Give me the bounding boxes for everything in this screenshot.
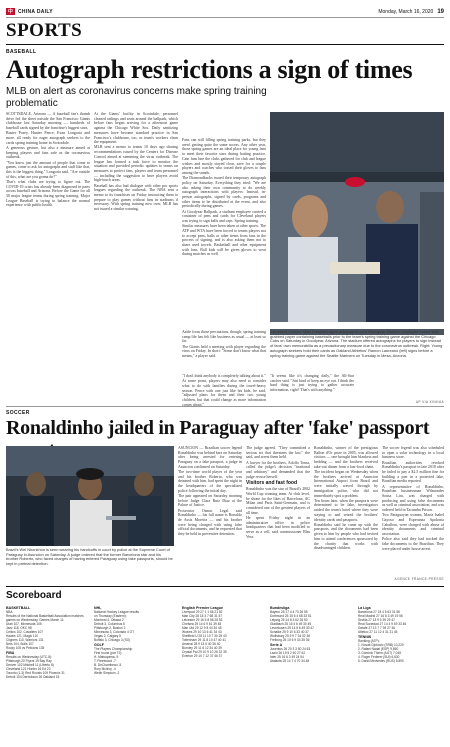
score-heading: TENNIS	[358, 635, 372, 639]
score-line: games on Wednesday, Games March 11:	[6, 617, 65, 622]
score-line: Schalke 25 9 10 6 33 40 37	[270, 629, 309, 634]
paragraph: "I don't think anybody is completely talking about it."	[182, 374, 266, 378]
paragraph: "It seems like it's changing daily," the All-Star catcher said. "Just kind of keep an eye out. I think the hard thing is just trying to gather accurate information, right? That's with anything."	[270, 374, 354, 393]
paragraph: SCOTTSDALE, Arizona — A baseball fan's thumb drive fed the sheet outside the San Francisco Giants clubhouse last Saturday morning — hundreds of baseball cards signed by the franchise's biggest stars.	[6, 112, 90, 131]
score-heading: English Premier League	[182, 605, 223, 610]
score-line: Buffalo 3, Chicago 3 (SO)	[94, 637, 131, 642]
score-line: Detroit 104 Derrickson 26 Oakland 15	[6, 675, 60, 679]
page-number: 19	[437, 8, 444, 15]
score-line: Results of the National Basketball Association matches	[6, 613, 84, 618]
section-divider	[6, 44, 444, 45]
autograph-photo-image	[270, 112, 444, 322]
score-line: Cleveland 121 Hunter 16 Ed 23	[6, 667, 51, 671]
scoreboard-title: Scoreboard	[6, 590, 62, 601]
score-line: 2. Rafael Nadal (ESP) 9,850	[358, 647, 399, 651]
story2-subhead: Visitors and fast food	[246, 480, 298, 487]
score-line: Results on Wednesday (UTC-8):	[6, 655, 52, 659]
paragraph: Ten hours later, when the passports were determined to be fake, investigators raided the team's hotel where they were staying to and seized the brothers' identity cards and passports.	[314, 498, 378, 522]
paragraph: The incident began on Wednesday when the brothers arrived at Asuncion International Airport from Brazil and were initially waved through by immigration police, who did not immediately spot a problem.	[314, 470, 378, 498]
score-line: Liverpool 29 27 1 1 66 21 82	[182, 609, 223, 614]
paragraph: The two-time world player of the year and his brother Roberto, who was detained with him, had spent the night in the headquarters of the specialized police following the initial day.	[178, 470, 242, 493]
story2-byline: AGENCE FRANCE-PRESSE	[394, 577, 444, 581]
score-line: Pittsburgh 20 Flyers 19 Bay Ray	[6, 659, 52, 663]
score-line: Lazio 26 19 5 2 60 27 62	[270, 651, 306, 655]
score-line: Leverkusen 25 14 5 6 45 30 47	[270, 625, 314, 630]
score-line: 3. Dominic Thiem (AUT) 7,045	[358, 651, 401, 655]
story2-column-1	[178, 446, 242, 582]
paragraph: Aside from those precautions, though, spring training camp life has felt like business as usual — at least so far.	[182, 330, 266, 344]
paragraph: At some point, players may also need to consider what to do with families during the travel-heavy season. Pence with one just like his kids, he said, "adjusted plans for them and their two young children, but that could change as more information comes about."	[182, 379, 266, 407]
scoreboard-column-3	[182, 604, 266, 742]
paragraph: The Giants held a meeting with player regarding the virus on Friday. In short: "Some don't know what that means," a player said.	[182, 344, 266, 359]
page-header-bar	[6, 6, 444, 18]
paragraph: ASUNCION — Brazilian soccer legend Ronaldinho was behind bars on Saturday after being arrested for entering Paraguay on a fake passport, a judge in Asuncion confirmed on Saturday.	[178, 446, 242, 469]
story1-main-photo	[270, 112, 444, 322]
score-heading: GOLF	[94, 643, 104, 647]
score-heading: NHL	[94, 605, 102, 610]
score-line: Getafe 27 13 7 7 39 27 46	[358, 625, 396, 630]
score-line: Toronto (1-3) Red Roosts 109 Phoenix 31	[6, 671, 65, 675]
paragraph: He spent Friday night in an administrative office in police headquarters that had been modified to serve as a cell, said commissioner Blas Vera.	[246, 515, 310, 539]
score-heading: Bundesliga	[270, 605, 290, 610]
paragraph: A generous gesture, but also a measure aimed at keeping players and fans safe as the coronavirus outbreak.	[6, 145, 90, 160]
scoreboard-column-2	[94, 604, 178, 742]
paragraph: "You know just the amount of people that come to games, come to ask for autographs and stuff like that, this is the biggest thing," Longoria said. "Are outside of this, what are you gonna do?"	[6, 160, 90, 179]
score-line: Webb Simpson -2	[94, 671, 120, 675]
story1-column-1	[6, 112, 90, 374]
score-line: Rory McIlroy -4	[94, 667, 116, 671]
paragraph: Similar measures have been taken at other sports. The ATP and WTA have been forced to tennis players not to accept pens, balls or other items from fans in the process of signing, and is also asking them not to share used towels. Basketball and other equipment with fans. Ball kids will be given gloves to wear during matches as well.	[182, 224, 266, 257]
paragraph: Ronaldinho, winner of the prestigious Ballon d'Or prize in 2005, was allowed visitors — one brought him blankets and bedding — and the brothers received take-out dinner from a fast-food chain.	[314, 446, 378, 469]
story2-headline: Ronaldinho jailed in Paraguay after 'fake' passport	[6, 417, 430, 439]
score-heading: FIBA	[6, 651, 15, 655]
scoreboard-column-1	[6, 604, 90, 742]
score-line: Freiburg 25 10 6 9 34 35 36	[270, 637, 310, 642]
paragraph: Police also said they had tracked the fake documents to the Brazilian. They were placed under house arrest.	[382, 537, 444, 551]
story1-photo-caption: Cleveland Indians' Mike Freeman signs autographs on a Goodyear Stadium employee before fans grabbed paper containing baseballs prior to the team's spring training game against the Chicago Cubs on Saturday in Goodyear, Arizona. The stadium offered autographs for players to sign instead of fans' own memorabilia as a precautionary measure due to the coronavirus outbreak. Right: Young autograph seekers hold their cards as Oakland Athletics' Ramon Laureano (left) signs before a spring training game against the Seattle Mariners on Tuesday in Mesa, Arizona.	[270, 329, 443, 358]
score-line: Man City 28 18 3 7 68 31 57	[182, 613, 223, 618]
score-line: Denver 102 Mitchell 11 (Liberto 8)	[6, 663, 54, 667]
paragraph: Baseball has also had dialogue with other pro sports leagues regarding the outbreak. The NBA sent a memo to its franchises on Friday instructing them to prepare to play games without fans in stadiums if necessary. With spring training now over, MLB has not issued a similar warning.	[94, 183, 178, 212]
section-title: SPORTS	[6, 20, 83, 41]
page-meta	[378, 9, 444, 15]
score-line: Everton 29 10 7 12 37 46 37	[182, 653, 223, 658]
paragraph: Buster Posey, Hunter Pence, Evan Longoria and more, all ready for eager autograph seekers to the cards spring training home in Scottsdale.	[6, 131, 90, 145]
paragraph: The Diamondbacks issued their temporary autograph policy on Saturday. Everything they tried: "We are also asking their own community to do weekly autograph interactions with players. Instead, in-person autographs, signed by cards, programs and other items to be distributed at the event, and also periodically during games.	[182, 176, 266, 209]
story2-kicker: SOCCER	[6, 410, 30, 416]
paragraph: A representative of Ronaldinho, Brazilian businessman Wilmondes Sousa Lira, was charged with producing and using false documents as well as criminal association, and was ordered held in Tacumbu Prison.	[382, 484, 444, 513]
score-line: Crystal Pal 29 10 9 10 26 32 39	[182, 649, 227, 654]
paragraph: A lawyer for the brothers, Adolfo Torna, called the judge's decision "irrational and arbitrary" and demanded that the judge recuse herself.	[246, 460, 310, 479]
paragraph: That's what clubs are trying to figure out. The COVID-19 crisis has already been diagnosed in parts across baseball and Arizona. Before the Game for all 30 major league teams during spring training, Major League Baseball is trying to balance the normal experience with public health.	[6, 179, 90, 208]
story1-column-2	[94, 112, 178, 374]
paragraph: Prosecutor Osmar Legal said Ronaldinho — his full name is Ronaldo de Assis Moreira — and his brother were being charged with using false official documents, and he requested that they be held in preventive detention.	[178, 508, 242, 537]
story2-photo-caption: Brazil's Wei Nhonkhon is seen wearing his handcuffs in court by police at the Supreme Court of Paraguay in Asuncion on Saturday. A judge ordered that the former Barcelona star and his brother Roberto, who faced charges of having entered Paraguay using fake passports, should be kept in pretrial detention.	[6, 547, 173, 567]
story1-column-4	[182, 374, 266, 407]
score-line: Utah 107, Minnesota 105	[6, 621, 42, 626]
page-date: Monday, March 16, 2020	[378, 8, 434, 15]
score-line: Minnesota 3, Colorado 4 OT	[94, 629, 135, 634]
score-line: Sevilla 27 13 9 5 39 29 47	[358, 617, 395, 622]
score-line: Barcelona 27 18 4 5 63 31 58	[358, 609, 400, 614]
score-line: Tottenham 29 11 8 10 47 40 41	[182, 637, 226, 642]
scoreboard-divider	[6, 586, 444, 587]
paragraph: Two Paraguayan women, María Isabel Gayoso and Esperanza Apolonia Caballero, were charged with abuse of identity documents and criminal association.	[382, 513, 444, 537]
score-line: 1. Novak Djokovic (SRB) 10,220	[358, 643, 404, 647]
story1-column-5	[270, 374, 354, 404]
score-line: Rocky 105 vs Pelicans 135	[6, 645, 45, 650]
photo-bottom-strip	[270, 322, 444, 328]
score-heading: BASKETBALL	[6, 605, 31, 610]
score-line: Man Utd 29 12 9 8 44 30 45	[182, 625, 222, 630]
score-line: Juventus 26 20 3 3 50 24 63	[270, 647, 311, 651]
masthead-logo	[6, 8, 53, 15]
score-line: on Thursday (Eastern):	[94, 613, 127, 618]
score-line: 5. Daniil Medvedev (RUS) 5,890	[358, 659, 404, 663]
score-line: Leicester 29 16 5 8 58 28 53	[182, 617, 223, 622]
score-line: Wolfsburg 25 9 9 7 34 32 36	[270, 633, 310, 638]
story1-byline: AP VIA XINHUA	[415, 400, 444, 404]
score-line: Celtics 102, Cavaliers 107	[6, 629, 44, 634]
paragraph: Brazilian authorities revoked Ronaldinho's passport in late 2018 after he failed to pay a $2.5 million fine for building a pier in a protected lake, Brazilian media reported.	[382, 460, 444, 484]
masthead-text: CHINA DAILY	[18, 8, 53, 15]
score-line: The Players Championship	[94, 647, 133, 651]
story-divider	[6, 406, 444, 407]
score-line: Atletico 27 11 12 4 31 21 45	[358, 629, 398, 634]
score-line: H. Matsuyama -9	[94, 655, 119, 659]
paragraph: The soccer legend was also scheduled to open a solar technology in a local business store.	[382, 446, 444, 460]
story1-headline: Autograph restrictions a sign of times	[6, 55, 413, 84]
story2-column-4	[382, 446, 444, 574]
score-heading: La Liga	[358, 605, 371, 610]
score-line: Atalanta 25 14 7 4 70 34 48	[270, 659, 310, 663]
paragraph: At Goodyear Ballpark, a stadium employee carried a container of pens and cards for Cleveland players was trying to sign balls and caps. Spring training.	[182, 209, 266, 223]
story1-column-3b	[182, 330, 266, 370]
story2-photo	[6, 446, 174, 546]
score-line: Inter 25 16 6 3 49 24 54	[270, 655, 304, 659]
china-daily-logo-icon: 中	[7, 9, 14, 15]
story1-deck: MLB on alert as coronavirus concerns make spring training problematic	[6, 86, 267, 109]
paragraph: The pair appeared on Saturday morning before Judge Clara Ruiz Diaz at the Palace of Justice.	[178, 494, 242, 508]
score-line: Bayern 25 17 4 4 73 26 55	[270, 609, 308, 614]
score-line: T. Fleetwood -7	[94, 659, 116, 663]
score-line: Hawks 121, Magic 110	[6, 633, 39, 638]
score-line: Chelsea 29 14 6 9 51 39 48	[182, 621, 222, 626]
story1-kicker: BASEBALL	[6, 49, 37, 55]
score-line: Montreal 4, Ottawa 2	[94, 617, 124, 622]
paragraph: Ronaldinho said he came up with the passports, and the documents had been given to him by people who had invited him to attend conferences sponsored by the charity that works with disadvantaged children.	[314, 522, 378, 551]
score-line: NBA	[6, 609, 13, 614]
score-line: Real Madrid 27 16 8 3 49 19 56	[358, 613, 403, 618]
score-line: 4. Roger Federer (SUI) 6,630	[358, 655, 400, 659]
score-line: Arsenal 28 9 13 6 40 36 40	[182, 641, 221, 646]
scoreboard-column-5	[358, 604, 444, 742]
score-line: First round (par 72):	[94, 651, 123, 655]
score-line: Ranking (ATP):	[358, 639, 380, 643]
score-line: Real Sociedad 27 14 4 9 49 33 46	[358, 621, 407, 626]
score-line: Wolves 29 10 13 6 41 34 43	[182, 629, 222, 634]
score-line: Burnley 29 11 6 12 34 40 39	[182, 645, 222, 650]
story2-column-3	[314, 446, 378, 582]
score-line: Clippers 110, Warriors 131	[6, 637, 44, 642]
score-line: Detroit 3, Columbus 5	[94, 621, 125, 626]
paragraph: At the Giants' facility in Scottsdale, personnel cleaned railings and seats around the ballpark, which before fans began arriving for a afternoon game against the Chicago White Sox. Daily sanitizing measures have become standard practice in San Francisco's clubhouse, too, as team's workers clean the equipment.	[94, 112, 178, 145]
score-line: Leipzig 25 14 8 3 62 26 50	[270, 617, 308, 622]
story2-column-2	[246, 446, 310, 582]
score-line: Nets 104, Bulls 107	[6, 641, 34, 646]
score-line: Vegas 2, Calgary 5	[94, 633, 121, 638]
score-line: National Hockey League results	[94, 609, 140, 614]
score-line: Jazz 118, OKC 98	[6, 625, 32, 630]
paragraph: Ronaldinho was the star of Brazil's 2002 World Cup winning team. At club level, he shone for the likes of Barcelona, AC Milan and Paris Saint-Germain, and is considered one of the greatest players of all time.	[246, 487, 310, 515]
score-line: Dortmund 25 15 6 4 68 33 51	[270, 613, 312, 618]
score-line: B. DeChambeau -5	[94, 663, 122, 667]
paragraph: The judge agreed. "They committed a serious act that threatens the law," she said, and arrest them held.	[246, 446, 310, 460]
score-line: Sheffield U 28 11 10 7 30 25 43	[182, 633, 227, 638]
score-line: Pittsburgh 2, Boston 2	[94, 625, 126, 630]
paragraph: MLB sent a memo to teams 10 days ago sharing recommendations issued by the Centers for Disease Control aimed at stemming the virus outbreak. The league has formed a task force to monitor the situation and provided periodic updates to teams on measures to protect fans, players and team personnel — including the suggestion to have players avoid high-touch areas.	[94, 145, 178, 183]
scoreboard-column-4	[270, 604, 354, 742]
ronaldinho-photo-image	[6, 446, 174, 546]
paragraph: Fans can still filling spring training parks, but they aren't getting quite the same access. Any other year, those spring games are an ideal place for young fans to meet their favorite stars during batting practice. Cain fans line the clubs gathered for club and league wishes and mostly stayed clear, save for a couple players and coaches who tossed their gloves to fans among the stands.	[182, 138, 266, 175]
score-heading: Serie A	[270, 643, 283, 647]
score-line: Gladbach 25 15 4 6 49 30 49	[270, 621, 312, 626]
